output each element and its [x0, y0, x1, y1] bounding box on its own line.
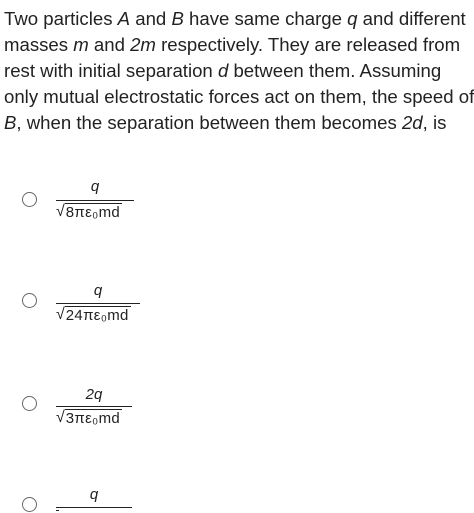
- option-2-fraction-bar: [56, 303, 140, 304]
- question-text: [4, 6, 474, 136]
- option-3-formula: [56, 386, 132, 434]
- option-2-numerator: q: [93, 282, 103, 299]
- question-line-5: B, when the separation between them becomes 2d, is: [4, 112, 447, 133]
- sqrt-icon: √: [56, 306, 65, 323]
- option-4-radicand: [56, 510, 59, 511]
- sqrt-icon: √: [56, 409, 65, 426]
- option-4-denominator: [56, 510, 59, 511]
- question-line-3: rest with initial separation d between them. Assuming: [4, 60, 442, 81]
- option-2-radicand: 24πε₀md: [65, 307, 129, 324]
- option-1-denominator: [56, 203, 122, 221]
- option-2-denominator: [56, 306, 131, 324]
- option-2-formula: [56, 282, 140, 330]
- option-3-fraction-bar: [56, 406, 132, 407]
- option-4-radio[interactable]: [22, 497, 37, 512]
- option-1-fraction-bar: [56, 200, 134, 201]
- question-line-4: only mutual electrostatic forces act on them, the speed of: [4, 86, 474, 107]
- option-4-numerator: q: [89, 486, 99, 503]
- option-3-denominator: [56, 409, 122, 427]
- option-4-fraction-bar: [56, 507, 132, 508]
- sqrt-icon: √: [56, 203, 65, 220]
- option-4[interactable]: [22, 486, 222, 513]
- option-1-formula: [56, 178, 134, 226]
- option-1-numerator: q: [90, 178, 100, 195]
- option-4-formula: [56, 486, 132, 513]
- option-3[interactable]: [22, 386, 222, 446]
- option-3-radio[interactable]: [22, 396, 37, 411]
- option-2[interactable]: [22, 282, 222, 342]
- question-line-2: masses m and 2m respectively. They are released from: [4, 34, 461, 55]
- question-line-1: Two particles A and B have same charge q and different: [4, 8, 466, 29]
- option-2-radio[interactable]: [22, 293, 37, 308]
- option-1[interactable]: [22, 178, 222, 238]
- option-3-radicand: 3πε₀md: [65, 410, 121, 427]
- option-3-numerator: 2q: [85, 386, 103, 403]
- option-1-radio[interactable]: [22, 192, 37, 207]
- option-1-radicand: 8πε₀md: [65, 204, 121, 221]
